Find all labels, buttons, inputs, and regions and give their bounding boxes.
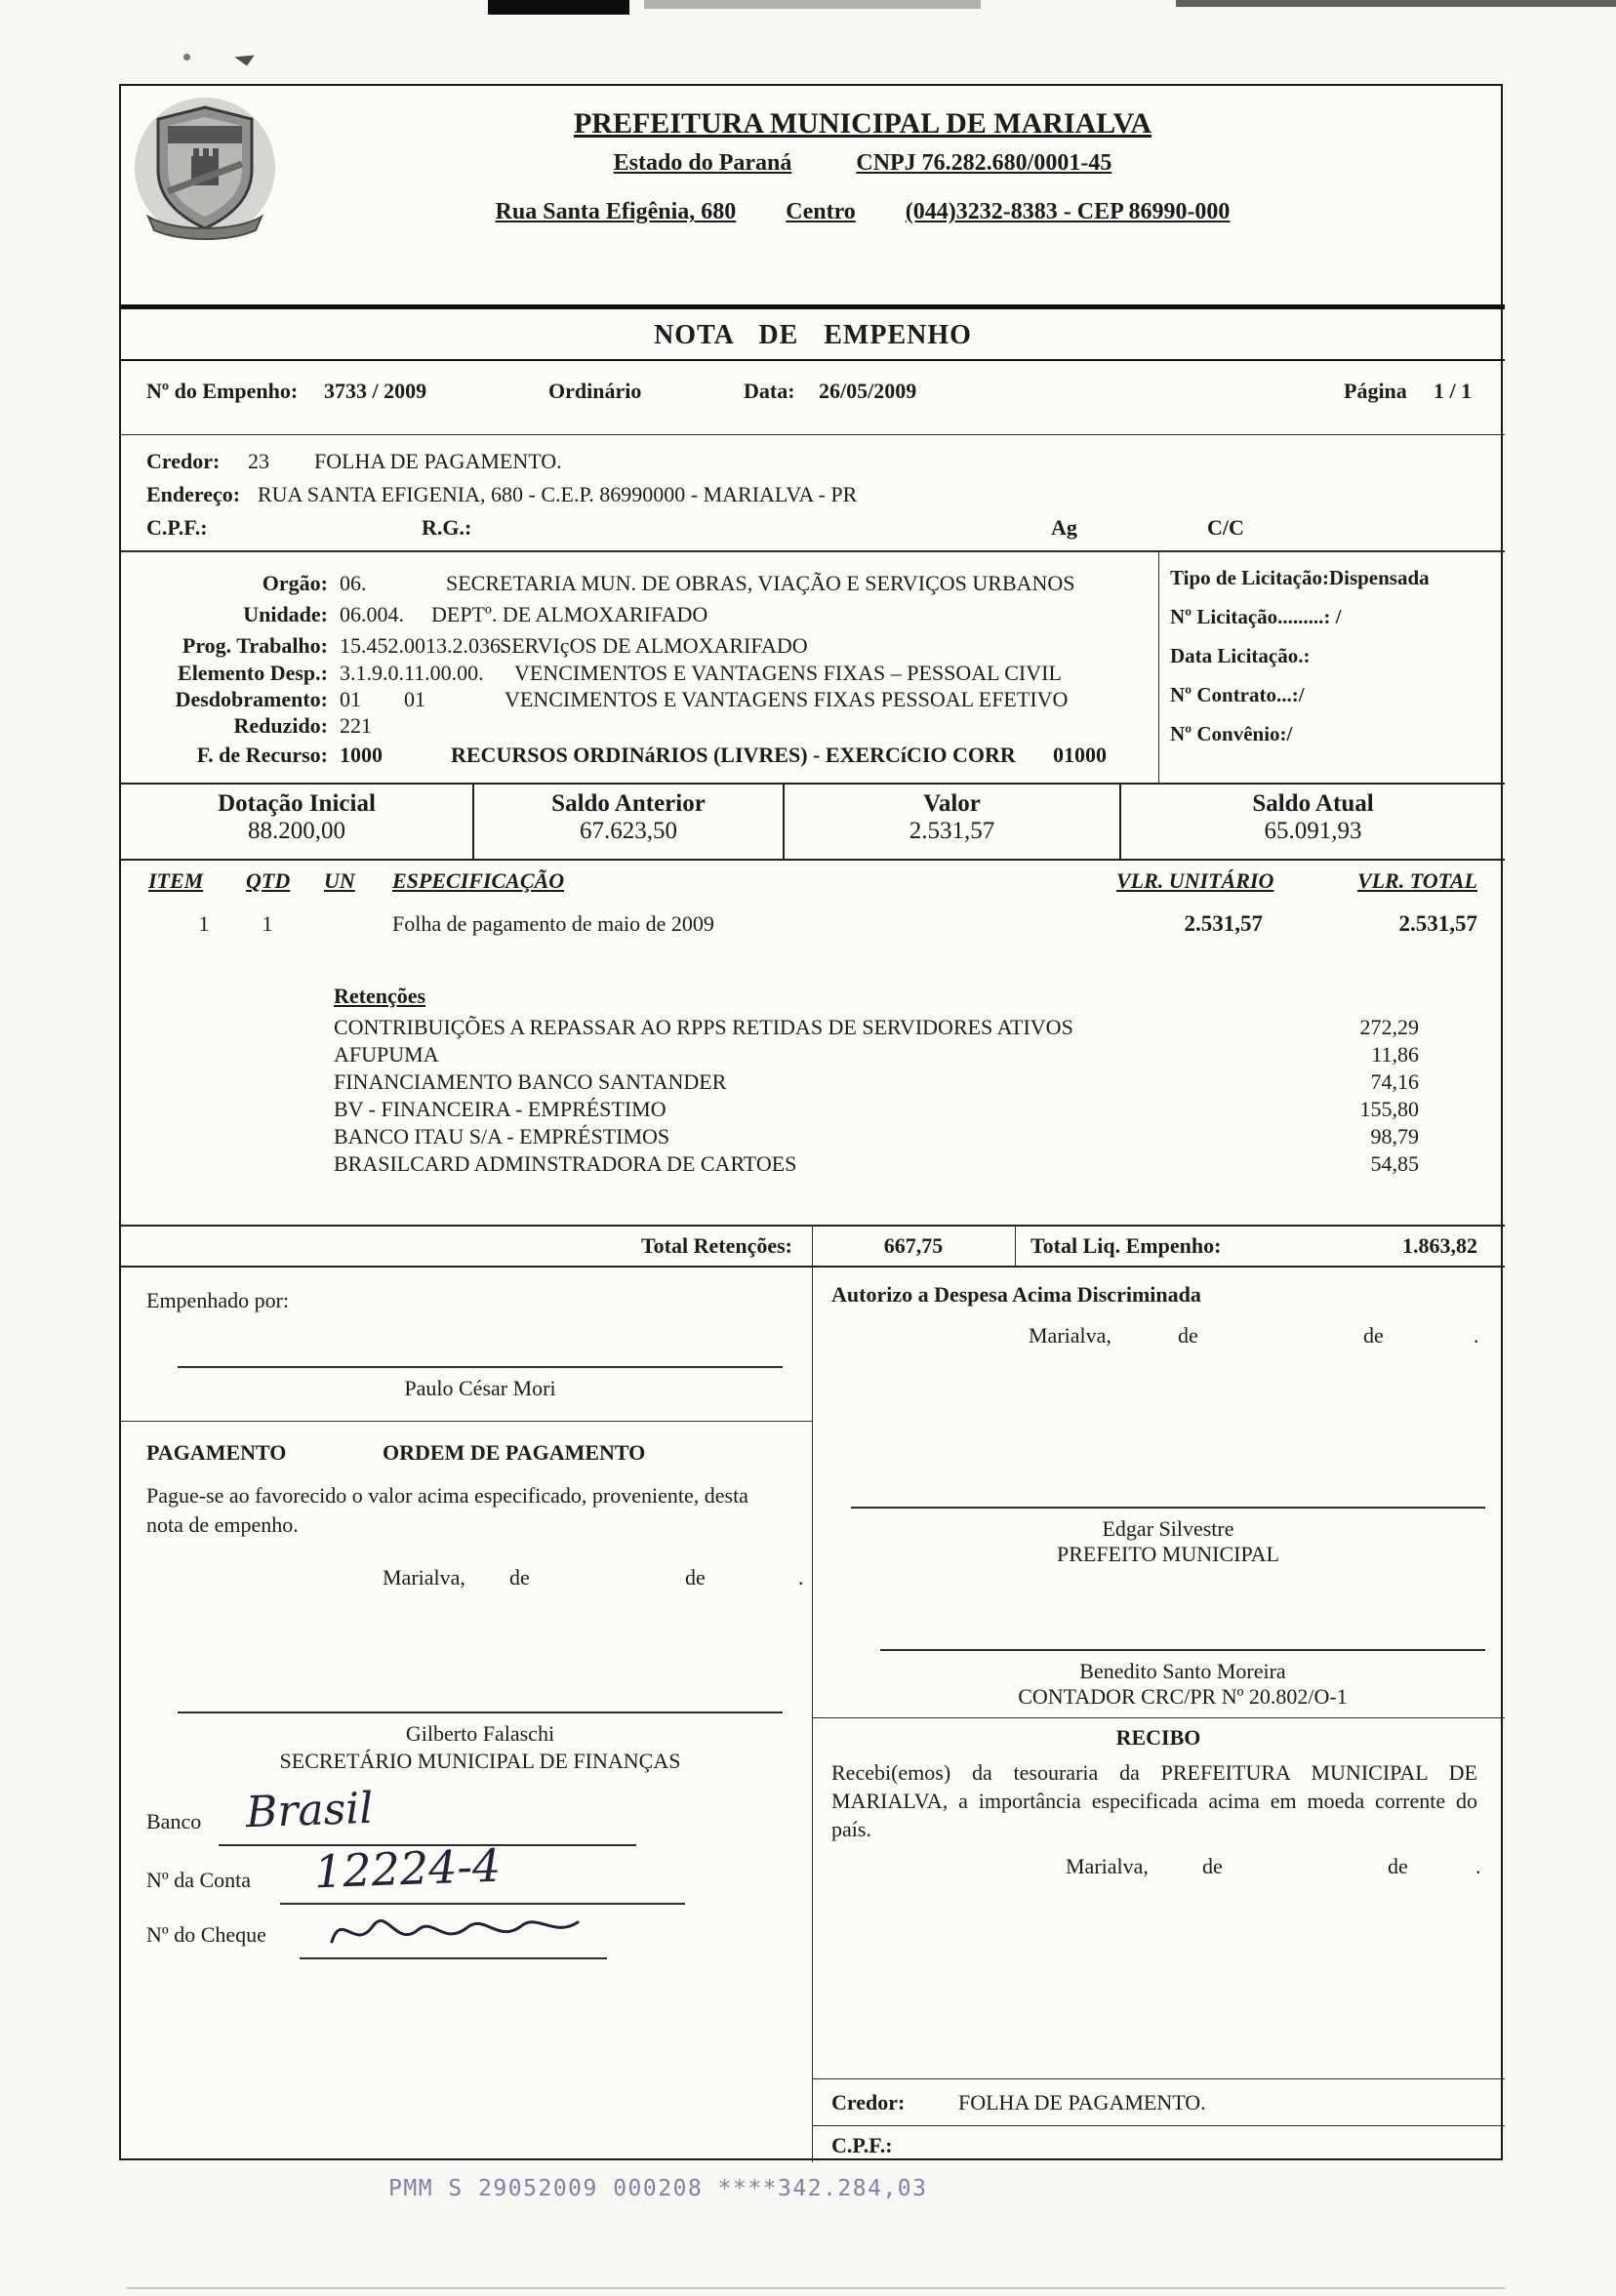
budget-label: Prog. Trabalho:	[182, 633, 328, 658]
licitacao-data: Data Licitação.:	[1170, 644, 1311, 667]
dot-mark: .	[1474, 1323, 1479, 1348]
signature-line	[178, 1712, 783, 1713]
empenho-modality: Ordinário	[548, 379, 642, 403]
budget-code: 06.	[340, 571, 367, 595]
left-section-divider	[121, 1421, 812, 1422]
amount-value: 65.091,93	[1264, 818, 1362, 844]
item-number: 1	[198, 911, 210, 936]
doc-title-banner	[121, 304, 1505, 361]
recibo-divider	[812, 1717, 1505, 1718]
retencao-row	[334, 1097, 1419, 1122]
retencao-value: 272,29	[1359, 1015, 1419, 1039]
budget-desc: DEPTº. DE ALMOXARIFADO	[431, 602, 708, 626]
budget-desc: SERVIçOS DE ALMOXARIFADO	[500, 633, 808, 658]
budget-code-2: 01	[404, 687, 425, 711]
de-label: de	[1202, 1854, 1223, 1878]
empenho-date-label: Data:	[744, 379, 795, 403]
retencao-value: 155,80	[1359, 1097, 1419, 1121]
budget-row	[121, 602, 1155, 629]
licitacao-cell-border	[1158, 550, 1159, 783]
retencao-value: 54,85	[1370, 1151, 1419, 1176]
scan-artifact-bottom-line	[127, 2287, 1505, 2289]
totals-divider	[812, 1227, 813, 1266]
header-line-2	[287, 150, 1438, 177]
scan-artifact-dot	[183, 54, 190, 60]
autorizo-title: Autorizo a Despesa Acima Discriminada	[831, 1282, 1201, 1307]
header-title	[287, 107, 1438, 141]
items-header-vlr-unitario: VLR. UNITÁRIO	[1116, 868, 1274, 893]
licitacao-tipo: Tipo de Licitação:Dispensada	[1170, 566, 1430, 589]
budget-row	[121, 687, 1155, 714]
budget-desc: SECRETARIA MUN. DE OBRAS, VIAÇÃO E SERVIÇOS URBANOS	[446, 571, 1075, 595]
credor-footer-divider	[812, 2078, 1505, 2079]
empenho-date-value: 26/05/2009	[819, 379, 917, 403]
dot-matrix-stamp: PMM S 29052009 000208 ****342.284,03	[388, 2176, 928, 2201]
credor-code: 23	[248, 449, 269, 473]
budget-code: 1000	[340, 743, 383, 767]
budget-code: 01	[340, 687, 361, 711]
item-vlr-total: 2.531,57	[1398, 911, 1477, 936]
budget-row	[121, 713, 1155, 741]
budget-label: Desdobramento:	[175, 687, 328, 711]
header-line-3	[287, 199, 1438, 225]
city-label: Marialva,	[1029, 1323, 1111, 1348]
city-label: Marialva,	[383, 1565, 465, 1590]
rg-label: R.G.:	[422, 515, 472, 540]
item-espec: Folha de pagamento de maio de 2009	[392, 911, 714, 936]
empenhado-signer-name: Paulo César Mori	[404, 1376, 556, 1400]
amounts-table	[121, 783, 1505, 861]
cpf-footer-divider	[812, 2125, 1505, 2126]
empenho-number-label: Nº do Empenho:	[146, 379, 299, 403]
budget-row	[121, 743, 1155, 770]
de-label: de	[1388, 1854, 1408, 1878]
budget-label: Unidade:	[243, 602, 328, 626]
amount-value: 2.531,57	[909, 818, 995, 844]
empenhado-por-label: Empenhado por:	[146, 1288, 290, 1312]
items-header-item: ITEM	[148, 868, 204, 893]
contrato-numero: Nº Contrato...:/	[1170, 683, 1305, 706]
scan-artifact-mark	[233, 53, 254, 67]
contador-title: CONTADOR CRC/PR Nº 20.802/O-1	[1018, 1684, 1348, 1709]
total-retencoes-label: Total Retenções:	[641, 1233, 792, 1258]
credor-label: Credor:	[146, 449, 221, 473]
scan-artifact-bar	[488, 0, 629, 15]
retencao-row	[334, 1069, 1419, 1095]
phone-cep: (044)3232-8383 - CEP 86990-000	[905, 199, 1231, 224]
scan-artifact-bar	[1176, 0, 1616, 7]
amount-header: Valor	[923, 790, 981, 817]
amount-col-valor	[783, 785, 1119, 859]
contador-name: Benedito Santo Moreira	[1079, 1659, 1286, 1683]
page-value: 1 / 1	[1434, 379, 1473, 403]
banco-handwriting: Brasil	[245, 1783, 375, 1838]
retencao-row	[334, 1042, 1419, 1067]
budget-desc: VENCIMENTOS E VANTAGENS FIXAS PESSOAL EFETIVO	[505, 687, 1069, 711]
state-label: Estado do Paraná	[613, 150, 792, 176]
secretario-title: SECRETÁRIO MUNICIPAL DE FINANÇAS	[279, 1749, 681, 1773]
empenho-form	[119, 84, 1503, 2160]
budget-row	[121, 633, 1155, 661]
de-label: de	[509, 1565, 530, 1590]
secretario-name: Gilberto Falaschi	[405, 1721, 555, 1746]
retencao-row	[334, 1015, 1419, 1040]
budget-row	[121, 571, 1155, 598]
budget-extra-code: 01000	[1053, 743, 1107, 767]
empenho-number-value: 3733 / 2009	[324, 379, 427, 403]
street-address: Rua Santa Efigênia, 680	[495, 199, 737, 224]
footer-credor-value: FOLHA DE PAGAMENTO.	[958, 2090, 1206, 2115]
retencao-desc: FINANCIAMENTO BANCO SANTANDER	[334, 1069, 727, 1094]
recibo-title: RECIBO	[1115, 1725, 1201, 1750]
pagamento-title: PAGAMENTO	[146, 1440, 287, 1465]
de-label: de	[1363, 1323, 1384, 1348]
retencao-row	[334, 1124, 1419, 1149]
retencao-row	[334, 1151, 1419, 1177]
lower-column-divider	[812, 1268, 813, 2162]
recibo-text: Recebi(emos) da tesouraria da PREFEITURA MUNICIPAL DE MARIALVA, a importância especificada acima em moeda corrente do país.	[831, 1760, 1477, 1841]
endereco-label: Endereço:	[146, 482, 241, 506]
dot-mark: .	[1475, 1854, 1481, 1878]
credor-name: FOLHA DE PAGAMENTO.	[314, 449, 562, 473]
page-label: Página	[1344, 379, 1407, 403]
items-header-vlr-total: VLR. TOTAL	[1356, 868, 1477, 893]
budget-label: Reduzido:	[233, 713, 328, 738]
amount-header: Saldo Anterior	[551, 790, 706, 817]
budget-code: 3.1.9.0.11.00.00.	[340, 661, 484, 685]
prefeito-title: PREFEITO MUNICIPAL	[1057, 1542, 1279, 1566]
amount-col-dotacao	[121, 785, 472, 859]
district: Centro	[786, 199, 856, 224]
budget-label: F. de Recurso:	[196, 743, 328, 767]
item-qtd: 1	[262, 911, 273, 936]
total-liq-label: Total Liq. Empenho:	[1030, 1233, 1222, 1258]
budget-code: 221	[340, 713, 372, 738]
signature-line	[178, 1366, 783, 1368]
cheque-label: Nº do Cheque	[146, 1922, 266, 1947]
cpf-label: C.P.F.:	[146, 515, 208, 540]
total-liq-value: 1.863,82	[1402, 1233, 1477, 1258]
amount-col-saldo-atual	[1119, 785, 1505, 859]
items-header-un: UN	[324, 868, 355, 893]
amount-col-saldo-anterior	[472, 785, 783, 859]
retencao-desc: BRASILCARD ADMINSTRADORA DE CARTOES	[334, 1151, 797, 1176]
totals-divider	[1015, 1227, 1016, 1266]
footer-credor-label: Credor:	[831, 2090, 906, 2115]
retencao-desc: AFUPUMA	[334, 1042, 439, 1067]
de-label: de	[685, 1565, 706, 1590]
budget-code: 15.452.0013.2.036.	[340, 633, 506, 658]
budget-row	[121, 661, 1155, 688]
convenio-numero: Nº Convênio:/	[1170, 722, 1293, 745]
pagamento-text: Pague-se ao favorecido o valor acima especificado, proveniente, desta nota de empenho.	[146, 1483, 748, 1537]
banco-label: Banco	[146, 1809, 202, 1833]
budget-label: Elemento Desp.:	[178, 661, 328, 685]
signature-line	[851, 1507, 1485, 1509]
municipality-name: PREFEITURA MUNICIPAL DE MARIALVA	[573, 107, 1152, 140]
dot-mark: .	[798, 1565, 804, 1590]
budget-label: Orgão:	[262, 571, 328, 595]
retencao-value: 98,79	[1370, 1124, 1419, 1148]
doc-title: NOTA DE EMPENHO	[654, 320, 972, 350]
signature-line	[880, 1649, 1485, 1651]
amount-value: 88.200,00	[248, 818, 345, 844]
budget-desc: RECURSOS ORDINáRIOS (LIVRES) - EXERCíCIO CORR	[451, 743, 1016, 767]
prefeito-name: Edgar Silvestre	[1102, 1516, 1234, 1541]
totals-row	[121, 1225, 1505, 1268]
separator-line	[121, 434, 1505, 435]
ag-label: Ag	[1051, 515, 1077, 540]
cnpj-label: CNPJ 76.282.680/0001-45	[856, 150, 1112, 176]
items-header-espec: ESPECIFICAÇÃO	[392, 868, 565, 893]
total-retencoes-value: 667,75	[883, 1233, 944, 1258]
amount-header: Dotação Inicial	[218, 790, 376, 817]
city-label: Marialva,	[1066, 1854, 1149, 1878]
retencao-value: 11,86	[1371, 1042, 1419, 1067]
retencao-desc: BV - FINANCEIRA - EMPRÉSTIMO	[334, 1097, 667, 1121]
amount-header: Saldo Atual	[1252, 790, 1374, 817]
cheque-handwriting-squiggle	[326, 1903, 589, 1963]
footer-cpf-label: C.P.F.:	[831, 2133, 893, 2157]
retencao-desc: BANCO ITAU S/A - EMPRÉSTIMOS	[334, 1124, 670, 1148]
licitacao-numero: Nº Licitação.........: /	[1170, 605, 1342, 628]
budget-desc: VENCIMENTOS E VANTAGENS FIXAS – PESSOAL CIVIL	[514, 661, 1062, 685]
retencoes-title: Retenções	[334, 984, 426, 1008]
ordem-pagamento-title: ORDEM DE PAGAMENTO	[383, 1440, 646, 1465]
conta-handwriting: 12224-4	[313, 1838, 503, 1899]
de-label: de	[1178, 1323, 1198, 1348]
retencao-desc: CONTRIBUIÇÕES A REPASSAR AO RPPS RETIDAS DE SERVIDORES ATIVOS	[334, 1015, 1073, 1039]
conta-label: Nº da Conta	[146, 1868, 252, 1892]
cc-label: C/C	[1207, 515, 1244, 540]
scan-artifact-bar	[644, 0, 981, 9]
amount-value: 67.623,50	[580, 818, 677, 844]
separator-line	[121, 550, 1505, 552]
retencao-value: 74,16	[1370, 1069, 1419, 1094]
budget-code: 06.004.	[340, 602, 404, 626]
items-header-qtd: QTD	[246, 868, 291, 893]
municipal-coat-of-arms	[131, 94, 279, 242]
endereco-value: RUA SANTA EFIGENIA, 680 - C.E.P. 86990000 - MARIALVA - PR	[258, 482, 858, 506]
item-vlr-unitario: 2.531,57	[1184, 911, 1263, 936]
